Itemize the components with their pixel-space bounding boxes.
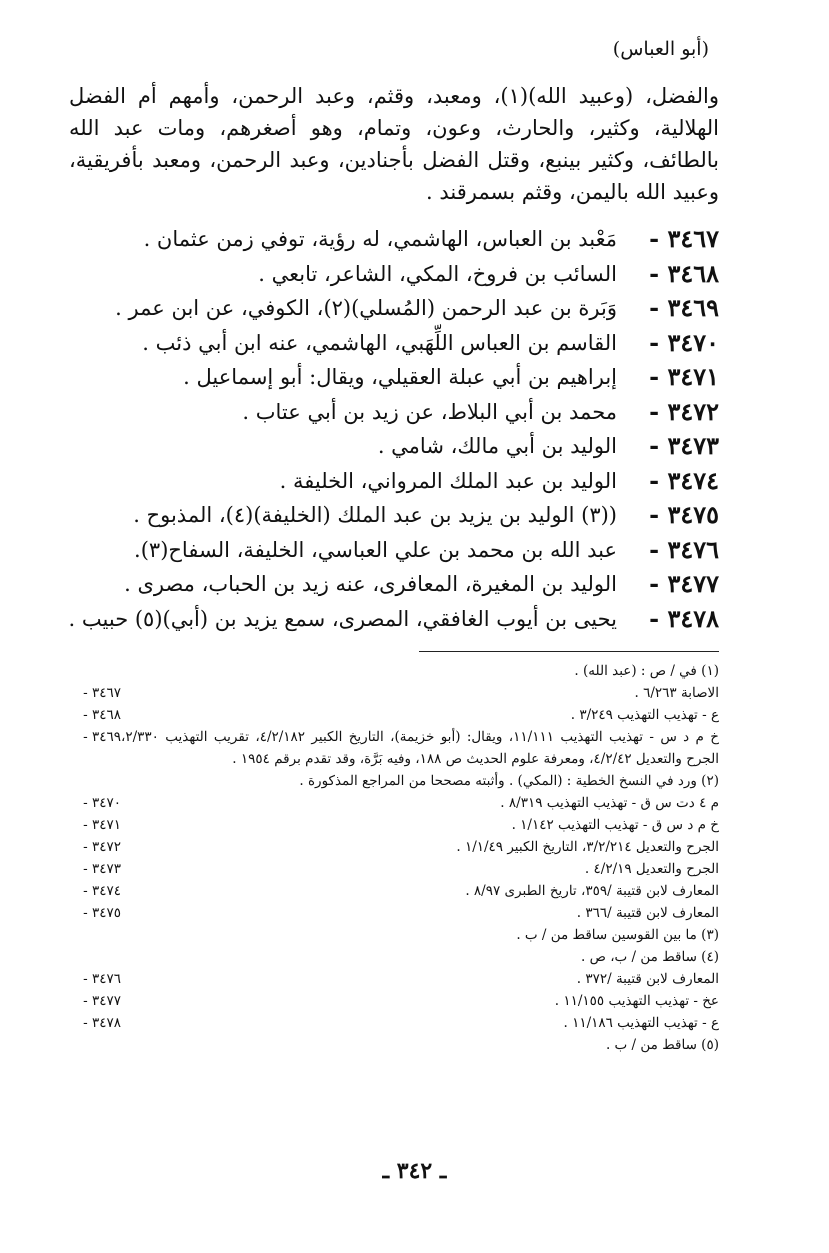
note-text: (٤) ساقط من / ب، ص . [581, 949, 719, 965]
entry-number: ٣٤٦٨ - [649, 258, 719, 288]
entry-text: مَعْبد بن العباس، الهاشمي، له رؤية، توفي زمن عثمان . [143, 227, 617, 252]
entry-text: ((٣) الوليد بن يزيد بن عبد الملك (الخليفة)(٤)، المذبوح . [133, 503, 617, 528]
source-note [59, 704, 719, 726]
entry-text: الوليد بن المغيرة، المعافرى، عنه زيد بن الحباب، مصرى . [124, 572, 617, 597]
entry-text: عبد الله بن محمد بن علي العباسي، الخليفة، السفاح(٣). [134, 537, 617, 562]
entry-number: ٣٤٧٠ - [649, 327, 719, 357]
entry-3471 [59, 360, 719, 395]
note-text: (٥) ساقط من / ب . [605, 1037, 719, 1053]
note-text: المعارف لابن قتيبة /٣٧٢ . [576, 971, 719, 987]
entry-3478 [59, 602, 719, 637]
entry-text: محمد بن أبي البلاط، عن زيد بن أبي عتاب . [242, 399, 617, 424]
note-code: ٣٤٧١ - [83, 817, 121, 833]
entry-number: ٣٤٧٣ - [649, 431, 719, 461]
note-text: (٣) ما بين القوسين ساقط من / ب . [516, 927, 719, 943]
note-code: ٣٤٧٤ - [83, 883, 121, 899]
entry-3476 [59, 533, 719, 568]
source-note [59, 858, 719, 880]
note-code: ٣٤٦٩ - [83, 729, 121, 745]
note-code: ٣٤٦٧ - [83, 685, 121, 701]
footnote [59, 660, 719, 682]
entry-3473 [59, 429, 719, 464]
entry-3472 [59, 395, 719, 430]
source-note [59, 968, 719, 990]
note-text: عخ - تهذيب التهذيب ١١/١٥٥ . [554, 993, 719, 1009]
note-text: (١) في / ص : (عبد الله) . [574, 663, 719, 679]
entry-text: وَبَرة بن عبد الرحمن (المُسلي)(٢)، الكوفي، عن ابن عمر . [115, 296, 617, 321]
footnote [59, 1034, 719, 1056]
source-note [59, 792, 719, 814]
entry-3477 [59, 567, 719, 602]
source-note [59, 726, 719, 770]
entry-number: ٣٤٧٨ - [649, 603, 719, 633]
note-text: الجرح والتعديل ٤/٢/١٩ . [584, 861, 719, 877]
source-note [59, 1012, 719, 1034]
entry-number: ٣٤٧٤ - [649, 465, 719, 495]
note-code: ٣٤٧٣ - [83, 861, 121, 877]
entry-text: الوليد بن أبي مالك، شامي . [377, 434, 617, 459]
footnotes [59, 660, 719, 1056]
source-note [59, 836, 719, 858]
entry-text: السائب بن فروخ، المكي، الشاعر، تابعي . [258, 261, 617, 286]
footnote [59, 770, 719, 792]
entry-number: ٣٤٦٧ - [649, 224, 719, 254]
note-code: ٣٤٧٧ - [83, 993, 121, 1009]
entry-3469 [59, 291, 719, 326]
note-code: ٣٤٧٦ - [83, 971, 121, 987]
page-number: ـ ٣٤٢ ـ [382, 1158, 447, 1184]
note-text: (٢) ورد في النسخ الخطية : (المكي) . وأثبته مصححا من المراجع المذكورة . [299, 773, 719, 789]
note-code: ٣٤٧٨ - [83, 1015, 121, 1031]
entry-3468 [59, 257, 719, 292]
footnote [59, 946, 719, 968]
entry-number: ٣٤٧١ - [649, 362, 719, 392]
source-note [59, 902, 719, 924]
note-code: ٣٤٦٨ - [83, 707, 121, 723]
entry-text: الوليد بن عبد الملك المرواني، الخليفة . [279, 468, 617, 493]
intro-paragraph [69, 80, 719, 208]
note-text: خ م د س ق - تهذيب التهذيب ١/١٤٢ . [511, 817, 719, 833]
entry-number: ٣٤٦٩ - [649, 293, 719, 323]
note-text: الجرح والتعديل ٣/٢/٢١٤، التاريخ الكبير ١/١/٤٩ . [456, 839, 719, 855]
entry-3470 [59, 326, 719, 361]
note-text: ع - تهذيب التهذيب ٣/٢٤٩ . [570, 707, 719, 723]
entry-number: ٣٤٧٢ - [649, 396, 719, 426]
entry-3467 [59, 222, 719, 257]
entry-text: القاسم بن العباس اللِّهَبي، الهاشمي، عنه ابن أبي ذئب . [142, 330, 617, 355]
entry-3475 [59, 498, 719, 533]
note-text: م ٤ دت س ق - تهذيب التهذيب ٨/٣١٩ . [500, 795, 719, 811]
entry-text: إبراهيم بن أبي عبلة العقيلي، ويقال: أبو إسماعيل . [183, 365, 617, 390]
source-note [59, 880, 719, 902]
entry-3474 [59, 464, 719, 499]
source-note [59, 814, 719, 836]
note-code: ٣٤٧٢ - [83, 839, 121, 855]
source-note [59, 990, 719, 1012]
footnote-divider [419, 651, 719, 652]
entries-list [59, 222, 719, 636]
entry-text: يحيى بن أيوب الغافقي، المصرى، سمع يزيد بن (أبي)(٥) حبيب . [68, 606, 617, 631]
entry-number: ٣٤٧٧ - [649, 569, 719, 599]
intro-text: والفضل، (وعبيد الله)(١)، ومعبد، وقثم، وعبد الرحمن، وأمهم أم الفضل الهلالية، وكثير، والحارث، وعون، وتمام، وهو أصغرهم، ومات عبد الله بالطائف، وكثير بينبع، وقتل الفضل بأجنادين، وعبد الرحمن، ومعبد بأفريقية، وعبيد الله باليمن، وقثم بسمرقند . [69, 84, 719, 204]
source-note [59, 682, 719, 704]
entry-number: ٣٤٧٦ - [649, 534, 719, 564]
entry-number: ٣٤٧٥ - [649, 500, 719, 530]
footnote [59, 924, 719, 946]
note-text: المعارف لابن قتيبة /٣٦٦ . [576, 905, 719, 921]
note-text: ع - تهذيب التهذيب ١١/١٨٦ . [563, 1015, 719, 1031]
note-text: الاصابة ٦/٢٦٣ . [634, 685, 719, 701]
note-code: ٣٤٧٠ - [83, 795, 121, 811]
note-text: خ م د س - تهذيب التهذيب ١١/١١١، ويقال: (أبو خزيمة)، التاريخ الكبير ٤/٢/١٨٢، تقريب التهذيب ٢/٣٣٠، الجرح والتعديل ٤/٢/٤٢، ومعرفة علوم الحديث ص ١٨٨، وفيه بَرَّة، وقد تقدم برقم ١٩٥٤ . [121, 729, 719, 767]
note-text: المعارف لابن قتيبة /٣٥٩، تاريخ الطبرى ٨/٩٧ . [465, 883, 719, 899]
note-code: ٣٤٧٥ - [83, 905, 121, 921]
running-header: (أبو العباس) [612, 38, 709, 60]
